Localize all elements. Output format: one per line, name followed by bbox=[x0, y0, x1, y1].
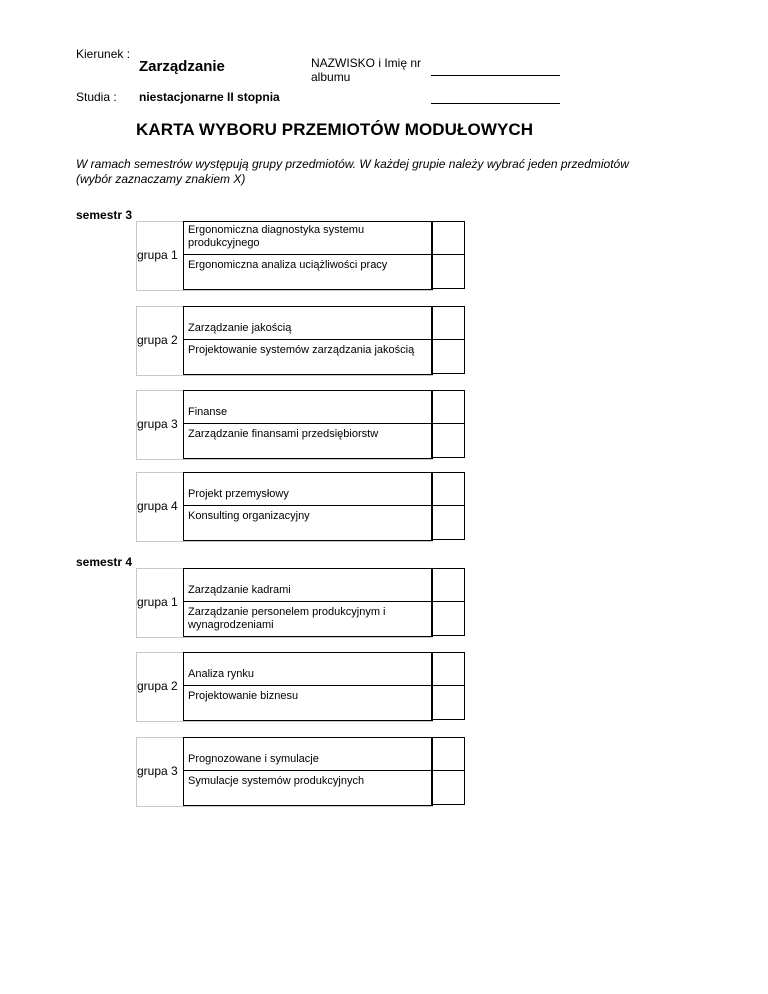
semester-4-label: semestr 4 bbox=[76, 555, 133, 569]
semester-3-label: semestr 3 bbox=[76, 208, 133, 222]
semester-3-group-3 bbox=[136, 390, 466, 458]
choice-checkbox[interactable] bbox=[431, 505, 465, 540]
kierunek-label: Kierunek : bbox=[76, 47, 131, 61]
option-label: Symulacje systemów produkcyjnych bbox=[188, 775, 365, 787]
studia-label: Studia : bbox=[76, 90, 117, 104]
group-label: grupa 3 bbox=[137, 417, 178, 431]
option-label: Zarządzanie jakością bbox=[184, 307, 432, 340]
semester-3-group-2 bbox=[136, 306, 466, 374]
option-label: Finanse bbox=[184, 391, 432, 424]
option-label: Zarządzanie personelem produkcyjnym i wynagrodzeniami bbox=[188, 606, 386, 631]
choice-checkbox[interactable] bbox=[431, 306, 465, 339]
group-label: grupa 4 bbox=[137, 499, 178, 513]
option-label: Zarządzanie kadrami bbox=[184, 569, 432, 602]
group-label: grupa 3 bbox=[137, 764, 178, 778]
choice-checkbox[interactable] bbox=[431, 390, 465, 423]
group-label: grupa 1 bbox=[137, 248, 178, 262]
option-label: Analiza rynku bbox=[184, 653, 432, 686]
choice-checkbox[interactable] bbox=[431, 601, 465, 636]
semester-4-group-1 bbox=[136, 568, 466, 636]
intro-text: W ramach semestrów występują grupy przedmiotów. W każdej grupie należy wybrać jeden przedmiotów (wybór zaznaczamy znakiem X) bbox=[76, 157, 629, 186]
album-number-field[interactable] bbox=[431, 103, 560, 104]
semester-4-group-2 bbox=[136, 652, 466, 720]
semester-4-group-3 bbox=[136, 737, 466, 805]
choice-checkbox[interactable] bbox=[431, 652, 465, 685]
option-label: Ergonomiczna diagnostyka systemu produkcyjnego bbox=[184, 222, 432, 255]
choice-checkbox[interactable] bbox=[431, 737, 465, 770]
group-label: grupa 2 bbox=[137, 333, 178, 347]
option-label: Konsulting organizacyjny bbox=[188, 510, 310, 522]
choice-checkbox[interactable] bbox=[431, 423, 465, 458]
option-label: Projektowanie systemów zarządzania jakością bbox=[188, 344, 415, 356]
studia-value: niestacjonarne II stopnia bbox=[139, 90, 280, 104]
nazwisko-label: NAZWISKO i Imię nr albumu bbox=[311, 56, 422, 84]
choice-checkbox[interactable] bbox=[431, 472, 465, 505]
option-label: Prognozowane i symulacje bbox=[184, 738, 432, 771]
choice-checkbox[interactable] bbox=[431, 770, 465, 805]
choice-checkbox[interactable] bbox=[431, 221, 465, 254]
kierunek-value: Zarządzanie bbox=[139, 58, 225, 75]
nazwisko-field[interactable] bbox=[431, 75, 560, 76]
semester-3-group-1 bbox=[136, 221, 466, 289]
option-label: Zarządzanie finansami przedsiębiorstw bbox=[188, 428, 379, 440]
group-label: grupa 2 bbox=[137, 679, 178, 693]
semester-3-group-4 bbox=[136, 472, 466, 540]
group-label: grupa 1 bbox=[137, 595, 178, 609]
option-label: Ergonomiczna analiza uciążliwości pracy bbox=[188, 259, 388, 271]
option-label: Projektowanie biznesu bbox=[188, 690, 299, 702]
choice-checkbox[interactable] bbox=[431, 685, 465, 720]
choice-checkbox[interactable] bbox=[431, 254, 465, 289]
document-title: KARTA WYBORU PRZEMIOTÓW MODUŁOWYCH bbox=[136, 120, 534, 139]
choice-checkbox[interactable] bbox=[431, 339, 465, 374]
choice-checkbox[interactable] bbox=[431, 568, 465, 601]
option-label: Projekt przemysłowy bbox=[184, 473, 432, 506]
